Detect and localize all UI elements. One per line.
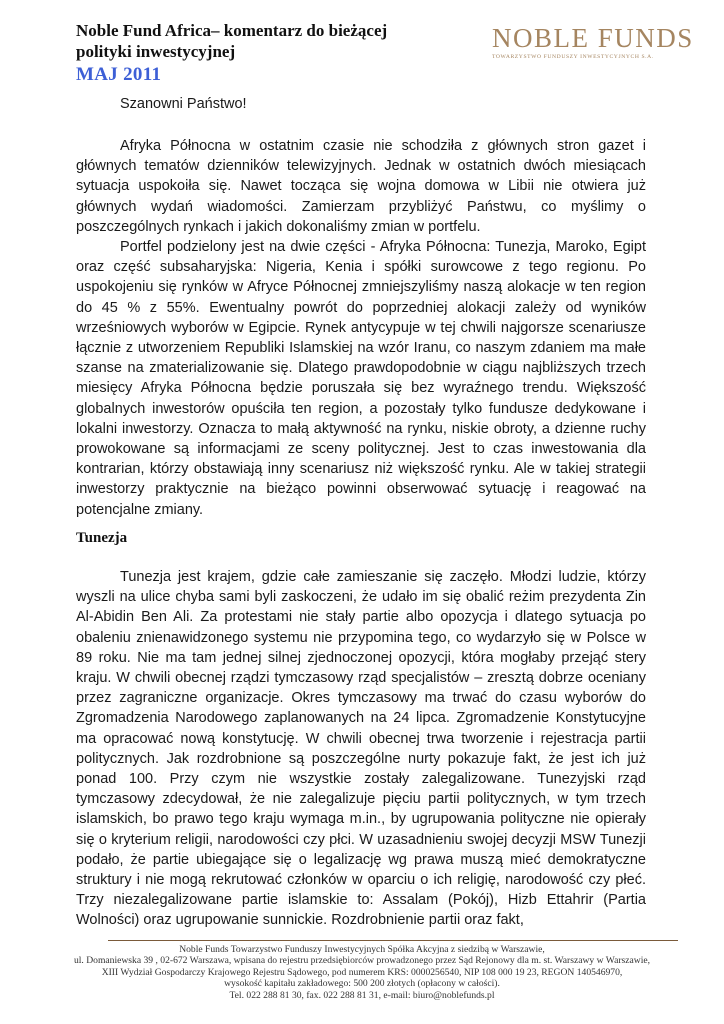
paragraph: Portfel podzielony jest na dwie części - Afryka Północna: Tunezja, Maroko, Egipt oraz część subsaharyjska: Nigeria, Kenia i spółki surowcowe z tego regionu. Po uspokojeniu się rynków w Afryce Północnej zmniejszyliśmy naszą alokacje w ten region do 45 % z 55%. Ewentualny powrót do poprzedniej alokacji zależy od wyników wrześniowych wyborów w Egipcie. Rynek antycypuje w tej chwili najgorsze scenariusze łącznie z utworzeniem Republiki Islamskiej na wzór Iranu, co naszym zdaniem ma małe szanse na zmaterializowanie się. Dlatego prawdopodobnie w ciągu najbliższych trzech miesięcy Afryka Północna będzie poruszała się bez wyraźnego trendu. Większość globalnych inwestorów opuściła ten region, a pozostały tylko fundusze dedykowane i lokalni inwestorzy. Oznacza to małą aktywność na rynku, niskie obroty, a dzienne ruchy prowokowane są informacjami ze sceny politycznej. Jest to czas inwestowania dla kontrarian, którzy obstawiają inny scenariusz niż większość rynku. Ale w takiej strategii inwestorzy praktycznie na bieżąco powinni obserwować sytuację i reagować na potencjalne zmiany. [76,239,646,518]
document-date: MAJ 2011 [76,64,162,85]
company-logo [492,23,694,61]
paragraph: Afryka Północna w ostatnim czasie nie schodziła z głównych stron gazet i głównych tematów dzienników telewizyjnych. Jednak w ostatnich dwóch miesiącach sytuacja uspokoiła się. Nawet tocząca się wojna domowa w Libii nie otwiera już głównych wydań wiadomości. Zamierzam przybliżyć Państwu, co myślimy o poszczególnych rynkach i jakich dokonaliśmy zmian w portfelu. [76,138,646,235]
logo-subtitle: TOWARZYSTWO FUNDUSZY INWESTYCYJNYCH S.A. [492,54,654,60]
paragraph: Tunezja jest krajem, gdzie całe zamieszanie się zaczęło. Młodzi ludzie, którzy wyszli na ulice chyba sami byli zaskoczeni, że udało im się obalić reżim prezydenta Zin Al-Abidin Ben Ali. Za protestami nie stały partie albo opozycja i dlatego sytuacja po obaleniu znienawidzonego systemu nie przypomina tego, co wydarzyło się w Polsce w 89 roku. Nie ma tam jednej silnej zjednoczonej opozycji, która mogłaby przejąć stery kraju. W chwili obecnej rządzi tymczasowy rząd specjalistów – zresztą dobrze oceniany przez zagraniczne organizacje. Okres tymczasowy ma trwać do czasu wyborów do Zgromadzenia Narodowego zaplanowanych na 24 lipca. Zgromadzenie Konstytucyjne ma opracować nową konstytucję. W chwili obecnej trwa tworzenie i rejestracja partii politycznych. Jak rozdrobnione są poszczególne nurty pokazuje fakt, że jest ich już ponad 100. Przy czym nie wszystkie zostały zalegalizowane. Tunezyjski rząd tymczasowy zdecydował, że nie zalegalizuje pięciu partii politycznych, w tym trzech islamskich, bo prawo tego kraju wymaga m.in., by ugrupowania polityczne nie opierały się o kryterium religii, narodowości czy płci. W uzasadnieniu swojej decyzji MSW Tunezji podało, że partie ubiegające się o legalizację wg prawa muszą mieć demokratyczne struktury i nie mogą rekrutować członków w oparciu o ich religię, narodowość czy płeć. Trzy niezalegalizowane partie islamskie to: Assalam (Pokój), Hizb Ettahrir (Partia Wolności) oraz ugrupowanie sunnickie. Rozdrobnienie partii oraz fakt, [76,569,646,929]
intro-section [76,136,646,520]
footer-divider [108,940,678,941]
salutation: Szanowni Państwo! [120,96,247,112]
footer-line-4: wysokość kapitału zakładowego: 500 200 złotych (opłacony w całości). [224,978,500,990]
section-heading: Tunezja [76,530,128,546]
footer-line-2: ul. Domaniewska 39 , 02-672 Warszawa, wpisana do rejestru przedsiębiorców prowadzonego przez Sąd Rejonowy dla m. st. Warszawy w Warszawie, [73,955,651,967]
document-title: Noble Fund Africa– komentarz do bieżącej polityki inwestycyjnej [76,21,388,61]
footer [40,944,684,1001]
footer-line-1: Noble Funds Towarzystwo Funduszy Inwestycyjnych Spółka Akcyjna z siedzibą w Warszawie, [179,944,545,955]
footer-line-3: XIII Wydział Gospodarczy Krajowego Rejestru Sądowego, pod numerem KRS: 0000256540, NIP 108 000 19 23, REGON 140546970, [101,966,623,978]
footer-contact: Tel. 022 288 81 30, fax. 022 288 81 31, e-mail: biuro@noblefunds.pl [229,989,495,1001]
tunisia-section [76,567,646,931]
logo-name: NOBLE FUNDS [492,23,694,53]
